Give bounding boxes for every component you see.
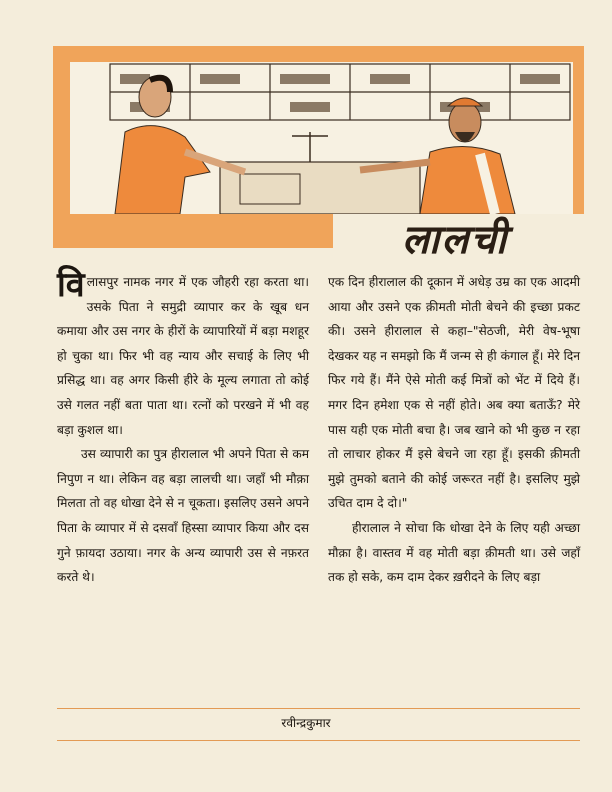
paragraph: उस व्यापारी का पुत्र हीरालाल भी अपने पिता से कम निपुण न था। लेकिन वह बड़ा लालची था। जहाँ भी मौक़ा मिलता तो वह धोखा देने से न चूकता। इसलिए उसने अपने पिता के व्यापार में से दसवाँ हिस्सा व्यापार किया और दस गुने फ़ायदा उठाया। नगर के अन्य व्यापारी उस से नफ़रत करते थे। — [57, 447, 309, 585]
left-column — [57, 265, 309, 590]
story-title: लालची — [401, 217, 509, 263]
divider — [57, 740, 580, 741]
author-name: रवीन्द्रकुमार — [281, 716, 331, 730]
dropcap: वि — [57, 265, 85, 305]
divider — [57, 708, 580, 709]
paragraph: एक दिन हीरालाल की दूकान में अधेड़ उम्र का एक आदमी आया और उसने एक क़ीमती मोती बेचने की इच्छा प्रकट की। उसने हीरालाल से कहा–"सेठजी, मेरी वेष-भूषा देखकर यह न समझो कि मैं जन्म से ही कंगाल हूँ। मेरे दिन फिर गये हैं। मैंने ऐसे मोती कई मित्रों को भेंट में दिये हैं। मगर दिन हमेशा एक से नहीं होते। अब क्या बताऊँ? मेरे पास यही एक मोती बचा है। जब खाने को भी कुछ न रहा तो लाचार होकर मैं इसे बेचने जा रहा हूँ। इसकी क़ीमती मुझे तुमको बताने की कोई जरूरत नहीं है। इसलिए मुझे उचित दाम दे दो।" — [328, 275, 580, 511]
illustration — [70, 62, 573, 214]
paragraph: विलासपुर नामक नगर में एक जौहरी रहा करता था। उसके पिता ने समुद्री व्यापार कर के खूब धन कमाया और उस नगर के हीरों के व्यापारियों में बड़ा मशहूर हो चुका था। फिर भी वह न्याय और सचाई के लिए भी प्रसिद्ध था। वह अगर किसी हीरे के मूल्य लगाता तो कोई उसे गलत नहीं बता पाता था। रत्नों को परखने में भी वह बड़ा कुशल था। — [57, 265, 309, 437]
paragraph: हीरालाल ने सोचा कि धोखा देने के लिए यही अच्छा मौक़ा है। वास्तव में वह मोती बड़ा क़ीमती था। उसे जहाँ तक हो सके, कम दाम देकर ख़रीदने के लिए बड़ा — [328, 520, 580, 585]
right-column — [328, 270, 580, 590]
